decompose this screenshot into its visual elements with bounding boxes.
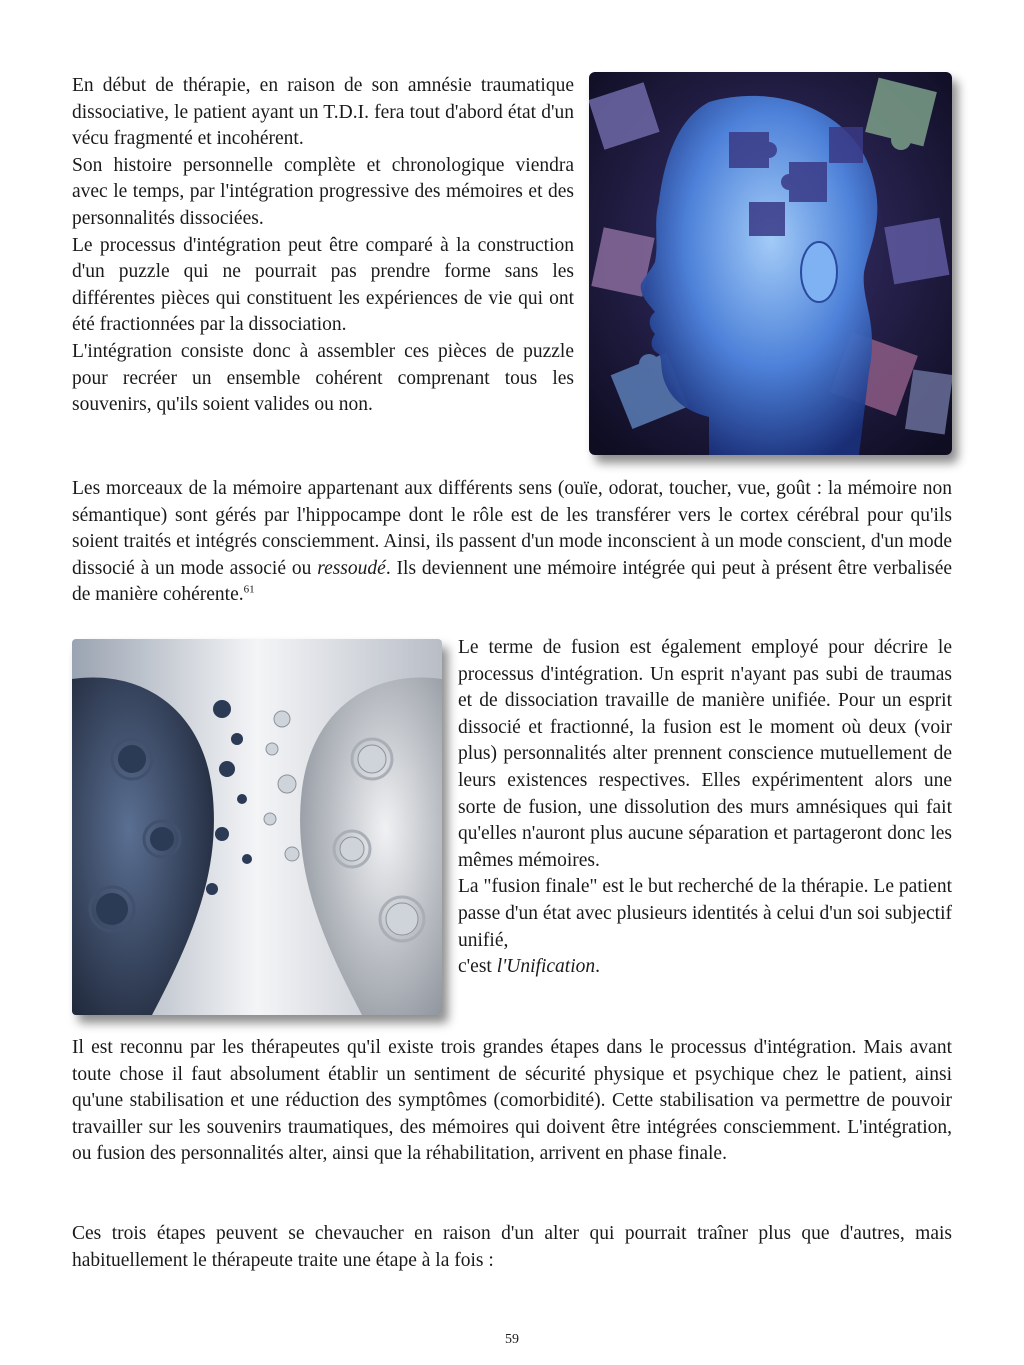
- paragraph-2-text: Les morceaux de la mémoire appartenant aux différents sens (ouïe, odorat, toucher, vue, goût : la mémoire non sémantique) sont gérés par l'hippocampe dont le rôle est de les transférer vers le cortex cérébral pour qu'ils soient traités et intégrés consciemment. Ainsi, ils passent d'un mode inconscient à un mode conscient, d'un mode dissocié à un mode associé ou: [72, 478, 952, 579]
- puzzle-head-illustration: [589, 72, 952, 455]
- page-number: 59: [505, 1332, 519, 1347]
- paragraph-2-text-end: . Ils deviennent une mémoire intégrée qui peut à présent être verbalisée de manière cohérente.: [72, 557, 953, 606]
- fusion-text-block: [458, 635, 952, 981]
- footnote-reference[interactable]: 61: [243, 583, 255, 596]
- paragraph-1-sentence-3: Le processus d'intégration peut être comparé à la construction d'un puzzle qui ne pourrait pas prendre forme sans les différentes pièces qui constituent les expériences de vie qui ont été fractionnées par la dissociation.: [72, 234, 574, 336]
- paragraph-3-part-3: [458, 954, 952, 981]
- unification-prefix: c'est: [458, 956, 492, 978]
- overlap-text-block: [72, 1221, 952, 1274]
- paragraph-3-part-2: La "fusion finale" est le but recherché de la thérapie. Le patient passe d'un état avec plusieurs identités à celui d'un soi subjectif unifié,: [458, 876, 952, 951]
- gear-heads-figure: [72, 639, 442, 1015]
- unification-suffix: .: [595, 956, 601, 978]
- paragraph-4: Il est reconnu par les thérapeutes qu'il existe trois grandes étapes dans le processus d'intégration. Mais avant toute chose il faut absolument établir un sentiment de sécurité physique et psychique chez le patient, ainsi qu'une stabilisation et une réduction des symptômes (comorbidité). Cette stabilisation va permettre de pouvoir travailler sur les souvenirs traumatiques, des mémoires qui doivent être intégrées consciemment. L'intégration, ou fusion des personnalités alter, ainsi que la réhabilitation, arrivent en phase finale.: [72, 1037, 952, 1165]
- paragraph-3-part-1: Le terme de fusion est également employé pour décrire le processus d'intégration. Un esprit n'ayant pas subi de traumas et de dissociation travaille de manière unifiée. Pour un esprit dissocié et fractionné, la fusion est le moment où deux (voir plus) personnalités alter prennent conscience mutuellement de leurs existences respectives. Elles expérimentent alors une sorte de fusion, une dissolution des murs amnésiques qui fait qu'elles n'auront plus aucune séparation et partageront donc les mêmes mémoires.: [458, 637, 952, 871]
- paragraph-5: Ces trois étapes peuvent se chevaucher en raison d'un alter qui pourrait traîner plus que d'autres, mais habituellement le thérapeute traite une étape à la fois :: [72, 1223, 952, 1271]
- unification-term: l'Unification: [496, 956, 596, 978]
- puzzle-head-figure: [589, 72, 952, 455]
- memory-text-block: [72, 476, 952, 609]
- paragraph-1-sentence-1: En début de thérapie, en raison de son amnésie traumatique dissociative, le patient ayant un T.D.I. fera tout d'abord état d'un vécu fragmenté et incohérent.: [72, 75, 574, 150]
- stages-text-block: [72, 1035, 952, 1168]
- paragraph-2: [72, 476, 952, 609]
- paragraph-1-sentence-4: L'intégration consiste donc à assembler ces pièces de puzzle pour recréer un ensemble cohérent comprenant tous les souvenirs, qu'ils soient valides ou non.: [72, 340, 574, 416]
- intro-text-block: [72, 73, 574, 419]
- paragraph-2-italic: ressoudé: [317, 557, 386, 579]
- paragraph-1-sentence-2: Son histoire personnelle complète et chronologique viendra avec le temps, par l'intégration progressive des mémoires et des personnalités dissociées.: [72, 154, 574, 229]
- gear-heads-illustration: [72, 639, 442, 1015]
